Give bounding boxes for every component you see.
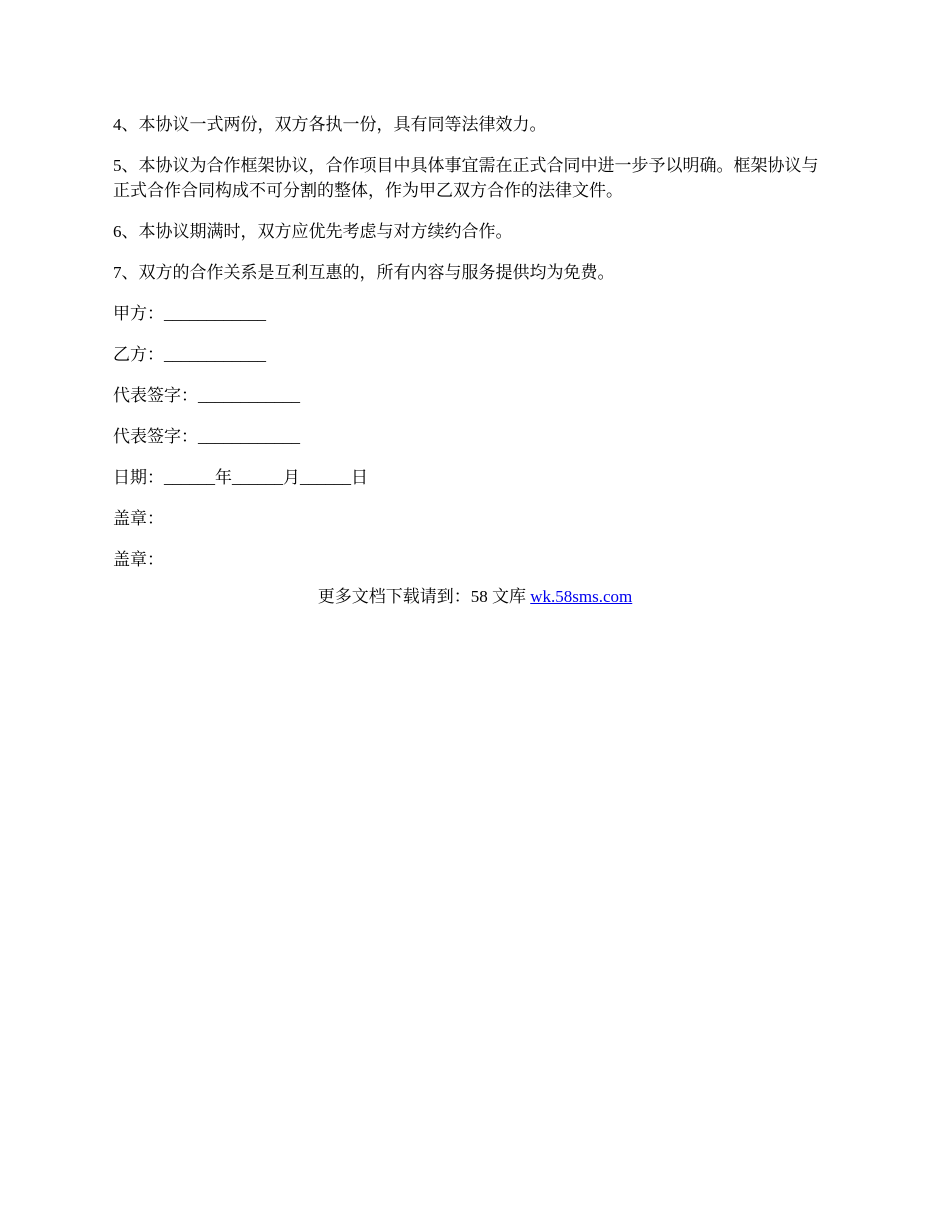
footer-text: 更多文档下载请到：58 文库 [317,587,531,606]
footer-link[interactable]: wk.58sms.com [530,587,633,606]
footer [0,584,950,609]
party-a-field: 甲方：____________ [113,304,266,323]
seal-field-1: 盖章： [113,509,164,528]
clause-4: 4、本协议一式两份，双方各执一份，具有同等法律效力。 [113,115,547,134]
clause-6: 6、本协议期满时，双方应优先考虑与对方续约合作。 [113,222,513,241]
clause-7: 7、双方的合作关系是互利互惠的，所有内容与服务提供均为免费。 [113,263,615,282]
signature-field-1: 代表签字：____________ [113,386,300,405]
clause-5: 5、本协议为合作框架协议，合作项目中具体事宜需在正式合同中进一步予以明确。框架协议与正式合作合同构成不可分割的整体，作为甲乙双方合作的法律文件。 [113,156,819,200]
seal-field-2: 盖章： [113,550,164,569]
date-field: 日期：______年______月______日 [113,468,368,487]
signature-field-2: 代表签字：____________ [113,427,300,446]
party-b-field: 乙方：____________ [113,345,266,364]
document-body [113,112,833,588]
